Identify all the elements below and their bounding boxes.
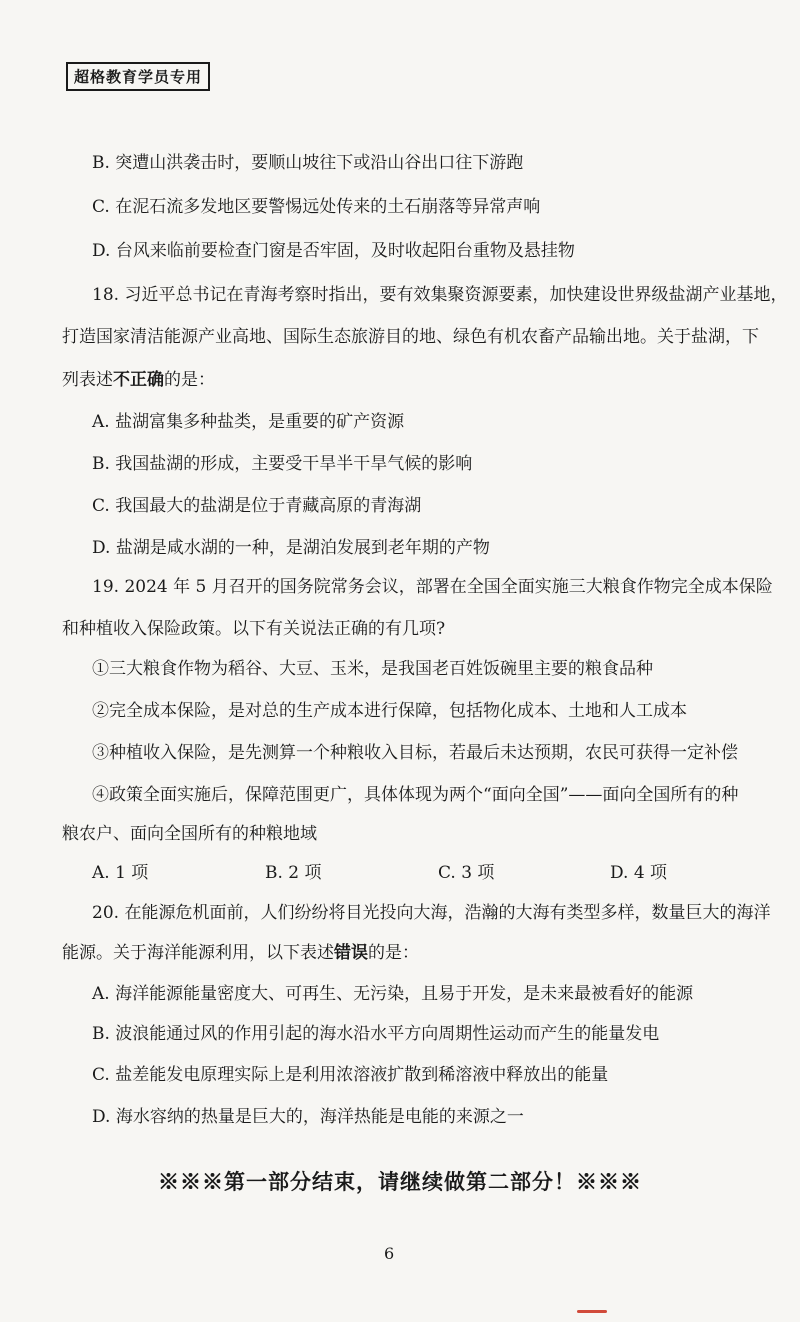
- q18-stem-line3: [62, 369, 215, 391]
- page-number: 6: [384, 1244, 395, 1263]
- student-only-stamp: 超格教育学员专用: [66, 62, 210, 91]
- q18-option-b: B. 我国盐湖的形成，主要受干旱半干旱气候的影响: [92, 454, 473, 474]
- q18-option-c: C. 我国最大的盐湖是位于青藏高原的青海湖: [92, 496, 422, 516]
- q19-item-4-line1: ④政策全面实施后，保障范围更广，具体体现为两个“面向全国”——面向全国所有的种: [92, 785, 739, 805]
- q19-item-3: ③种植收入保险，是先测算一个种粮收入目标，若最后未达预期，农民可获得一定补偿: [92, 743, 738, 763]
- q17-option-c: C. 在泥石流多发地区要警惕远处传来的土石崩落等异常声响: [92, 197, 541, 217]
- q20-stem-line1: 20. 在能源危机面前，人们纷纷将目光投向大海，浩瀚的大海有类型多样，数量巨大的海洋: [92, 903, 771, 923]
- red-pen-mark: [577, 1310, 607, 1313]
- q20-stem-line2: [62, 942, 419, 964]
- q19-item-2: ②完全成本保险，是对总的生产成本进行保障，包括物化成本、土地和人工成本: [92, 701, 687, 721]
- q19-stem-line1: 19. 2024 年 5 月召开的国务院常务会议，部署在全国全面实施三大粮食作物完全成本保险: [92, 577, 773, 597]
- section-end-notice: ※※※第一部分结束，请继续做第二部分！※※※: [158, 1169, 642, 1194]
- q18-stem-emphasis: 不正确: [113, 370, 164, 390]
- q20-option-d: D. 海水容纳的热量是巨大的，海洋热能是电能的来源之一: [92, 1107, 524, 1127]
- q17-option-d: D. 台风来临前要检查门窗是否牢固，及时收起阳台重物及悬挂物: [92, 241, 575, 261]
- q20-stem-emphasis: 错误: [334, 943, 368, 963]
- q20-option-c: C. 盐差能发电原理实际上是利用浓溶液扩散到稀溶液中释放出的能量: [92, 1065, 609, 1085]
- q18-option-a: A. 盐湖富集多种盐类，是重要的矿产资源: [92, 412, 405, 432]
- q17-option-b: B. 突遭山洪袭击时，要顺山坡往下或沿山谷出口往下游跑: [92, 153, 524, 173]
- q19-option-a: A. 1 项: [92, 863, 149, 883]
- q19-option-c: C. 3 项: [438, 863, 495, 883]
- q18-stem-pre: 列表述: [62, 370, 113, 390]
- q20-option-a: A. 海洋能源能量密度大、可再生、无污染，且易于开发，是未来最被看好的能源: [92, 984, 694, 1004]
- q19-item-4-line2: 粮农户、面向全国所有的种粮地域: [62, 824, 317, 844]
- q18-stem-line2: 打造国家清洁能源产业高地、国际生态旅游目的地、绿色有机农畜产品输出地。关于盐湖，下: [62, 327, 759, 347]
- q18-option-d: D. 盐湖是咸水湖的一种，是湖泊发展到老年期的产物: [92, 538, 490, 558]
- q18-stem-line1: 18. 习近平总书记在青海考察时指出，要有效集聚资源要素，加快建设世界级盐湖产业基地，: [92, 285, 788, 305]
- q19-option-b: B. 2 项: [265, 863, 322, 883]
- q18-stem-post: 的是：: [164, 370, 215, 390]
- q19-stem-line2: 和种植收入保险政策。以下有关说法正确的有几项?: [62, 619, 446, 639]
- q20-stem-post: 的是：: [368, 943, 419, 963]
- q19-item-1: ①三大粮食作物为稻谷、大豆、玉米，是我国老百姓饭碗里主要的粮食品种: [92, 659, 653, 679]
- q20-stem-pre: 能源。关于海洋能源利用，以下表述: [62, 943, 334, 963]
- q19-option-d: D. 4 项: [610, 863, 668, 883]
- q20-option-b: B. 波浪能通过风的作用引起的海水沿水平方向周期性运动而产生的能量发电: [92, 1024, 660, 1044]
